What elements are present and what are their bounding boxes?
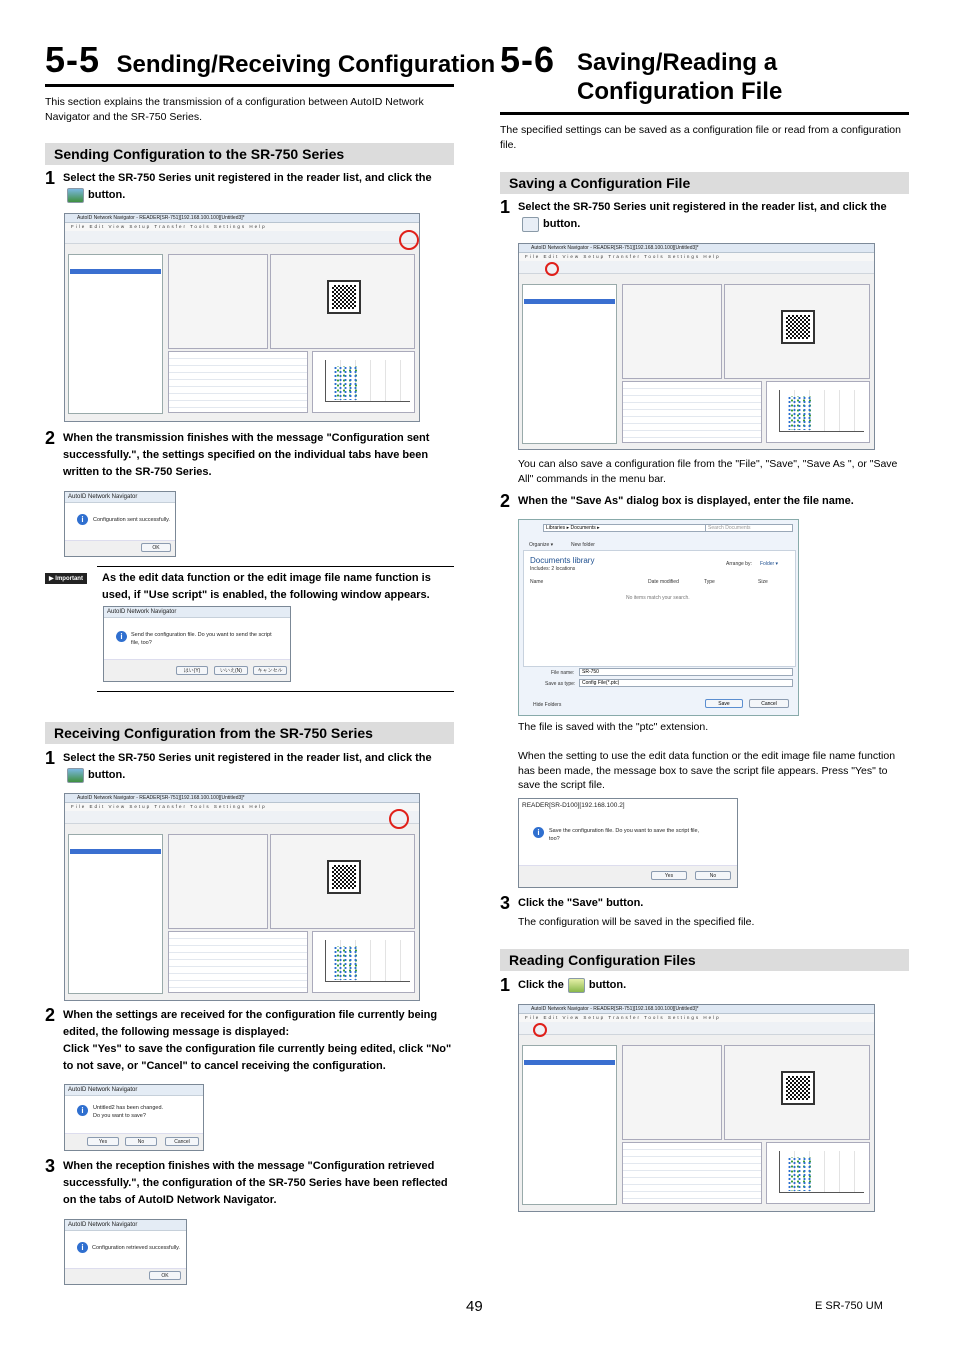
hide-folders-toggle[interactable]: Hide Folders — [533, 702, 562, 708]
receiving-step-3 — [45, 1158, 454, 1209]
step-text: When the "Save As" dialog box is displayed, enter the file name. — [518, 495, 854, 507]
save-as-dialog — [518, 519, 799, 716]
qr-code — [329, 862, 359, 892]
saving-step-1 — [500, 199, 909, 233]
step-number: 1 — [45, 748, 56, 768]
dialog-title: READER[SR-D100][192.168.100.2] — [519, 799, 737, 813]
receiving-step-1 — [45, 750, 454, 784]
window-title: AutoID Network Navigator - READER[SR-751][192.168.100.100][Untitled3]* — [65, 214, 419, 223]
dialog-message: Configuration sent successfully. — [93, 517, 170, 523]
qr-code — [783, 312, 813, 342]
step-text: button. — [88, 769, 126, 781]
section-title-sending: Sending Configuration to the SR-750 Series — [45, 143, 454, 165]
section-title-saving: Saving a Configuration File — [500, 172, 909, 194]
right-column — [500, 40, 909, 152]
dialog-message: Save the configuration file. Do you want to save the script file, too? — [549, 828, 700, 842]
reader-list — [522, 284, 617, 444]
image-preview — [270, 254, 415, 349]
sending-step-2 — [45, 430, 454, 481]
file-list — [523, 550, 796, 667]
section-title-reading: Reading Configuration Files — [500, 949, 909, 971]
step-text: When the settings are received for the configuration file currently being edited, the following message is displayed: — [63, 1009, 438, 1038]
menu-bar: File Edit View Setup Transfer Tools Settings Help — [65, 223, 419, 231]
yes-button[interactable]: Yes — [651, 871, 687, 880]
step-number: 2 — [45, 1005, 56, 1025]
no-button[interactable]: いいえ(N) — [214, 666, 248, 675]
organize-menu[interactable]: Organize ▾ — [529, 542, 554, 548]
intro-text: This section explains the transmission of a configuration between AutoID Network Navigator and the SR-750 Series. — [45, 96, 424, 123]
dialog-save-changes — [64, 1084, 204, 1151]
important-bottom-rule — [97, 691, 454, 692]
image-preview — [270, 834, 415, 929]
settings-table — [622, 1142, 762, 1204]
image-preview — [724, 1045, 870, 1140]
window-title: AutoID Network Navigator - READER[SR-751][192.168.100.100][Untitled3]* — [65, 794, 419, 803]
sending-step-1 — [45, 170, 454, 204]
chapter-heading-5-5 — [45, 39, 496, 80]
step-text: When the reception finishes with the message "Configuration retrieved successfully.", the configuration of the SR-750 Series have been reflected on the tabs of AutoID Network Navigator. — [63, 1160, 448, 1206]
app-screenshot-save — [518, 243, 875, 450]
image-preview — [724, 284, 870, 379]
dialog-config-sent — [64, 491, 176, 557]
menu-bar: File Edit View Setup Transfer Tools Settings Help — [519, 1014, 874, 1022]
toolbar — [519, 261, 874, 274]
save-icon — [522, 217, 539, 232]
info-icon: i — [77, 1242, 88, 1253]
highlight-circle — [533, 1023, 547, 1037]
col-date[interactable]: Date modified — [648, 579, 679, 585]
step-text: When the transmission finishes with the message "Configuration sent successfully.", the settings specified on the individual tabs have been written to the SR-750 Series. — [63, 432, 430, 478]
yes-button[interactable]: Yes — [87, 1137, 119, 1146]
step-text: Click "Yes" to save the configuration file currently being edited, click "No" to not save, or "Cancel" to cancel receiving the configuration. — [63, 1043, 452, 1072]
new-folder-button[interactable]: New folder — [571, 542, 595, 548]
doc-id: E SR-750 UM — [815, 1300, 883, 1312]
step-text: Select the SR-750 Series unit registered in the reader list, and click the — [63, 752, 432, 764]
window-title: AutoID Network Navigator - READER[SR-751][192.168.100.100][Untitled3]* — [519, 244, 874, 253]
col-size[interactable]: Size — [758, 579, 768, 585]
dialog-message: Untitled2 has been changed. Do you want to save? — [93, 1105, 164, 1119]
brightness-chart — [766, 381, 870, 443]
address-bar[interactable]: Libraries ▸ Documents ▸ — [543, 524, 711, 532]
reader-list — [522, 1045, 617, 1205]
dialog-message: Send the configuration file. Do you want to send the script file, too? — [131, 632, 272, 646]
reader-list — [68, 254, 163, 414]
receiving-step-2 — [45, 1007, 454, 1075]
page-number: 49 — [466, 1298, 483, 1315]
important-top-rule — [97, 566, 454, 567]
settings-panel — [168, 254, 268, 349]
dialog-save-script — [518, 798, 738, 888]
app-screenshot-send — [64, 213, 420, 422]
app-screenshot-read — [518, 1004, 875, 1212]
arrange-label: Arrange by: — [726, 561, 752, 567]
window-title: AutoID Network Navigator - READER[SR-751][192.168.100.100][Untitled3]* — [519, 1005, 874, 1014]
ok-button[interactable]: OK — [149, 1271, 181, 1280]
chapter-rule — [500, 112, 909, 115]
settings-panel — [622, 1045, 722, 1140]
send-icon — [67, 188, 84, 203]
settings-table — [168, 931, 308, 993]
info-icon: i — [77, 1105, 88, 1116]
left-column — [45, 39, 496, 124]
chapter-number: 5-5 — [45, 39, 101, 80]
menu-bar: File Edit View Setup Transfer Tools Settings Help — [65, 803, 419, 811]
save-button[interactable]: Save — [705, 699, 743, 708]
cancel-button[interactable]: キャンセル — [253, 666, 287, 675]
save-type-label: Save as type: — [545, 681, 576, 687]
cancel-button[interactable]: Cancel — [749, 699, 789, 708]
dialog-title: AutoID Network Navigator — [65, 1085, 203, 1096]
saving-step-3 — [500, 895, 909, 930]
col-name[interactable]: Name — [530, 579, 544, 585]
ok-button[interactable]: OK — [141, 543, 171, 552]
step-number: 3 — [45, 1156, 56, 1176]
chapter-title: Saving/Reading a Configuration File — [577, 49, 783, 105]
empty-message: No items match your search. — [626, 595, 690, 601]
step-note: The configuration will be saved in the specified file. — [518, 916, 755, 928]
section-title-receiving: Receiving Configuration from the SR-750 Series — [45, 722, 454, 744]
dialog-title: AutoID Network Navigator — [65, 492, 175, 503]
toolbar — [65, 231, 419, 244]
cancel-button[interactable]: Cancel — [165, 1137, 199, 1146]
library-title: Documents library — [530, 556, 595, 565]
toolbar — [65, 811, 419, 824]
step-number: 1 — [45, 168, 56, 188]
settings-panel — [168, 834, 268, 929]
brightness-chart — [766, 1142, 870, 1204]
step-number: 3 — [500, 893, 511, 913]
important-text: As the edit data function or the edit image file name function is used, if "Use script" is enabled, the following window appears. — [102, 572, 431, 601]
step-number: 1 — [500, 975, 511, 995]
open-file-icon — [568, 978, 585, 993]
dialog-title: AutoID Network Navigator — [104, 607, 290, 618]
col-type[interactable]: Type — [704, 579, 715, 585]
save-type-select[interactable]: Config File(*.ptc) — [579, 679, 793, 687]
extension-note: The file is saved with the "ptc" extension. — [518, 721, 709, 733]
step-text: Click the "Save" button. — [518, 897, 644, 909]
step-text: Click the — [518, 979, 564, 991]
saving-step-2 — [500, 493, 909, 510]
step-text: Select the SR-750 Series unit registered in the reader list, and click the — [63, 172, 432, 184]
highlight-circle — [389, 809, 409, 829]
menu-bar: File Edit View Setup Transfer Tools Settings Help — [519, 253, 874, 261]
file-name-label: File name: — [551, 670, 575, 676]
step-text: Select the SR-750 Series unit registered in the reader list, and click the — [518, 201, 887, 213]
no-button[interactable]: No — [125, 1137, 157, 1146]
reading-step-1 — [500, 977, 909, 994]
settings-table — [622, 381, 762, 443]
settings-table — [168, 351, 308, 413]
chapter-title: Sending/Receiving Configuration — [116, 51, 496, 78]
info-icon: i — [77, 514, 88, 525]
dialog-title: AutoID Network Navigator — [65, 1220, 186, 1231]
qr-code — [329, 282, 359, 312]
brightness-chart — [312, 351, 415, 413]
info-icon: i — [533, 827, 544, 838]
reader-list — [68, 834, 163, 994]
step-text: button. — [543, 218, 581, 230]
save-menu-note: You can also save a configuration file from the "File", "Save", "Save As ", or "Save All" commands in the menu bar. — [518, 458, 898, 485]
arrange-select[interactable]: Folder ▾ — [760, 561, 779, 567]
step-number: 2 — [500, 491, 511, 511]
dialog-send-script — [103, 606, 291, 682]
step-number: 2 — [45, 428, 56, 448]
receive-icon — [67, 768, 84, 783]
search-input[interactable]: Search Documents — [705, 524, 793, 532]
chapter-heading-5-6 — [500, 40, 909, 108]
highlight-circle — [545, 262, 559, 276]
app-screenshot-receive — [64, 793, 420, 1001]
info-icon: i — [116, 631, 127, 642]
step-text: button. — [88, 189, 126, 201]
yes-button[interactable]: はい(Y) — [176, 666, 208, 675]
toolbar — [519, 1022, 874, 1035]
dialog-config-retrieved — [64, 1219, 187, 1285]
file-name-input[interactable]: SR-750 — [579, 668, 793, 676]
important-badge: ▶ Important — [45, 573, 87, 584]
no-button[interactable]: No — [695, 871, 731, 880]
brightness-chart — [312, 931, 415, 993]
highlight-circle — [399, 230, 419, 250]
chapter-number: 5-6 — [500, 39, 556, 80]
library-includes: Includes: 2 locations — [530, 566, 576, 572]
settings-panel — [622, 284, 722, 379]
chapter-rule — [45, 84, 454, 87]
dialog-message: Configuration retrieved successfully. — [92, 1245, 180, 1251]
intro-text: The specified settings can be saved as a configuration file or read from a configuration file. — [500, 124, 901, 151]
script-note: When the setting to use the edit data function or the edit image file name function has been made, the message box to save the script file appears. Press "Yes" to save the script file. — [518, 750, 896, 791]
qr-code — [783, 1073, 813, 1103]
step-text: button. — [588, 979, 627, 991]
step-number: 1 — [500, 197, 511, 217]
